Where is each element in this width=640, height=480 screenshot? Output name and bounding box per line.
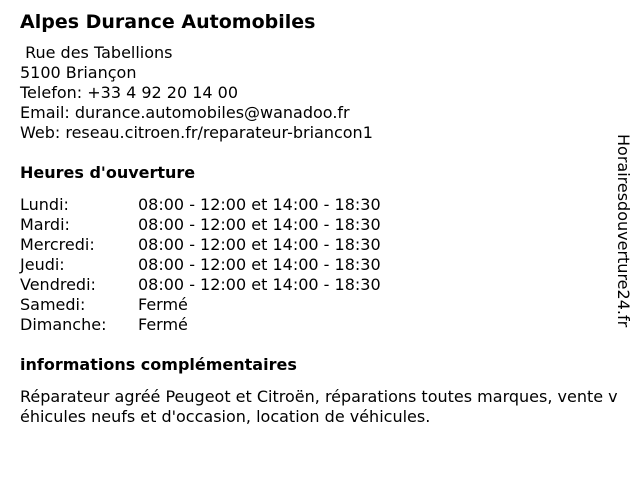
day-hours: 08:00 - 12:00 et 14:00 - 18:30 bbox=[138, 235, 381, 254]
contact-block bbox=[20, 43, 620, 143]
website-text: Web: reseau.citroen.fr/reparateur-briancon1 bbox=[20, 123, 373, 142]
day-hours: 08:00 - 12:00 et 14:00 - 18:30 bbox=[138, 215, 381, 234]
day-label: Vendredi: bbox=[20, 275, 96, 294]
hours-heading: Heures d'ouverture bbox=[20, 163, 196, 182]
address-street: Rue des Tabellions bbox=[20, 43, 173, 62]
day-label: Mardi: bbox=[20, 215, 70, 234]
business-name: Alpes Durance Automobiles bbox=[20, 11, 316, 33]
hours-row bbox=[20, 235, 620, 255]
hours-row bbox=[20, 215, 620, 235]
watermark-text: Horairesdouverture24.fr bbox=[614, 134, 633, 328]
email-text: Email: durance.automobiles@wanadoo.fr bbox=[20, 103, 350, 122]
hours-row bbox=[20, 255, 620, 275]
address-city: 5100 Briançon bbox=[20, 63, 137, 82]
hours-row bbox=[20, 315, 620, 335]
info-heading: informations complémentaires bbox=[20, 355, 297, 374]
day-hours: 08:00 - 12:00 et 14:00 - 18:30 bbox=[138, 255, 381, 274]
day-label: Jeudi: bbox=[20, 255, 65, 274]
day-label: Lundi: bbox=[20, 195, 69, 214]
day-label: Dimanche: bbox=[20, 315, 107, 334]
day-label: Samedi: bbox=[20, 295, 86, 314]
hours-row bbox=[20, 195, 620, 215]
phone-text: Telefon: +33 4 92 20 14 00 bbox=[20, 83, 239, 102]
day-label: Mercredi: bbox=[20, 235, 95, 254]
day-hours: 08:00 - 12:00 et 14:00 - 18:30 bbox=[138, 195, 381, 214]
hours-row bbox=[20, 295, 620, 315]
day-hours: Fermé bbox=[138, 315, 188, 334]
info-text: Réparateur agréé Peugeot et Citroën, réparations toutes marques, vente véhicules neufs et d'occasion, location de véhicules. bbox=[20, 387, 618, 426]
hours-table bbox=[20, 195, 620, 335]
day-hours: Fermé bbox=[138, 295, 188, 314]
business-card bbox=[20, 9, 620, 427]
hours-row bbox=[20, 275, 620, 295]
day-hours: 08:00 - 12:00 et 14:00 - 18:30 bbox=[138, 275, 381, 294]
